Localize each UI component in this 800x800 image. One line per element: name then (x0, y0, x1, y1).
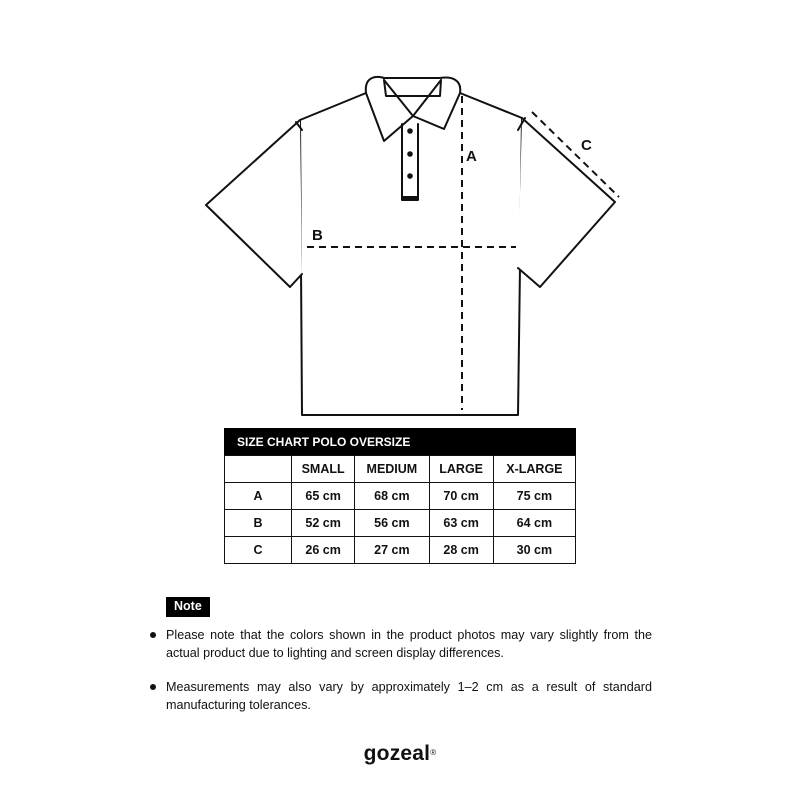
note-badge: Note (166, 597, 210, 617)
dimension-a-label: A (466, 148, 477, 165)
column-header: X-LARGE (493, 456, 575, 483)
shirt-body-outline (300, 93, 522, 415)
table-row (225, 510, 576, 537)
table-header-row (225, 456, 576, 483)
brand-logo (0, 742, 800, 766)
column-header: MEDIUM (355, 456, 429, 483)
button-3 (407, 173, 413, 179)
table-cell: 63 cm (429, 510, 493, 537)
table-cell: 52 cm (292, 510, 355, 537)
placket-bottom (401, 196, 419, 200)
left-sleeve-outline (206, 120, 302, 287)
table-cell: 28 cm (429, 537, 493, 564)
size-chart-title: SIZE CHART POLO OVERSIZE (224, 428, 576, 455)
table-cell: 30 cm (493, 537, 575, 564)
note-text: Please note that the colors shown in the product photos may vary slightly from the actual product due to lighting and screen display differences. (166, 628, 652, 660)
column-header: LARGE (429, 456, 493, 483)
note-list (148, 626, 652, 730)
button-2 (407, 151, 413, 157)
table-corner-cell (225, 456, 292, 483)
table-cell: 65 cm (292, 483, 355, 510)
table-cell: 27 cm (355, 537, 429, 564)
table-cell: 56 cm (355, 510, 429, 537)
row-label: B (225, 510, 292, 537)
table-row (225, 537, 576, 564)
table-cell: 64 cm (493, 510, 575, 537)
row-label: A (225, 483, 292, 510)
registered-mark: ® (430, 748, 437, 757)
list-item (148, 626, 652, 662)
brand-name: gozeal (363, 742, 431, 765)
button-1 (407, 128, 413, 134)
dimension-b-label: B (312, 227, 323, 244)
table-cell: 70 cm (429, 483, 493, 510)
row-label: C (225, 537, 292, 564)
table-row (225, 483, 576, 510)
bullet-icon (150, 684, 156, 690)
size-chart-table (224, 428, 576, 564)
column-header: SMALL (292, 456, 355, 483)
right-sleeve-outline (518, 118, 615, 287)
dimension-c-label: C (581, 137, 592, 154)
bullet-icon (150, 632, 156, 638)
table-cell: 68 cm (355, 483, 429, 510)
table-cell: 75 cm (493, 483, 575, 510)
note-text: Measurements may also vary by approximately 1–2 cm as a result of standard manufacturing tolerances. (166, 680, 652, 712)
list-item (148, 678, 652, 714)
table-cell: 26 cm (292, 537, 355, 564)
